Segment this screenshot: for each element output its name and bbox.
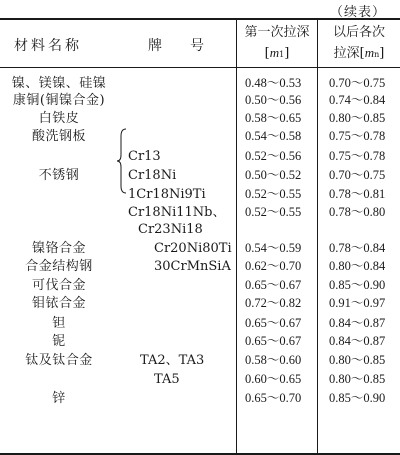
table-row [0,128,400,145]
cell-later-drawing: 0.70～0.75 [329,168,386,182]
cell-first-drawing: 0.65～0.67 [245,334,302,348]
table-row [0,258,400,275]
header-first-drawing-symbol: [m1] [264,45,290,61]
cell-later-drawing: 0.80～0.84 [329,259,386,273]
cell-grade: Cr20Ni80Ti [154,241,232,256]
cell-later-drawing: 0.80～0.85 [329,372,386,386]
cell-later-drawing: 0.91～0.97 [329,296,386,310]
cell-material: 康铜(铜镍合金) [12,93,106,108]
header-material-name: 材料名称 [14,38,82,54]
cell-first-drawing: 0.50～0.56 [245,93,302,107]
table-row [0,148,400,165]
cell-material: 镍铬合金 [31,241,86,256]
cell-later-drawing: 0.78～0.81 [329,187,386,201]
header-grade-char-2: 号 [190,38,207,54]
cell-first-drawing: 0.50～0.52 [245,168,302,182]
cell-later-drawing: 0.78～0.84 [329,241,386,255]
cell-later-drawing: 0.85～0.90 [329,391,386,405]
cell-grade: 1Cr18Ni9Ti [128,187,206,202]
drawing-ratio-table [0,18,400,455]
cell-first-drawing: 0.54～0.59 [245,241,302,255]
table-row [0,371,400,388]
cell-later-drawing: 0.80～0.85 [329,353,386,367]
header-later-drawing-symbol: 拉深[mn] [333,45,385,61]
cell-grade: TA2、TA3 [140,353,205,368]
cell-first-drawing: 0.52～0.55 [245,187,302,201]
table-row [0,75,400,92]
header-later-drawing-title: 以后各次 [332,25,385,40]
cell-first-drawing: 0.52～0.55 [245,205,302,219]
cell-material: 钛及钛合金 [25,353,93,368]
cell-material: 酸洗钢板 [31,129,86,144]
table-row [0,352,400,369]
cell-first-drawing: 0.62～0.70 [245,259,302,273]
cell-material: 镍、镁镍、硅镍 [11,76,107,91]
cell-later-drawing: 0.74～0.84 [329,93,386,107]
cell-grade: Cr23Ni18 [138,222,203,237]
grade-brace-icon [117,128,127,194]
cell-later-drawing: 0.84～0.87 [329,334,386,348]
table-row [0,390,400,407]
cell-first-drawing: 0.58～0.65 [245,111,302,125]
table-row [0,315,400,332]
cell-material: 不锈钢 [38,168,80,183]
cell-grade: TA5 [154,372,180,387]
cell-first-drawing: 0.65～0.67 [245,316,302,330]
table-row [0,221,400,238]
cell-grade: Cr13 [128,149,161,164]
cell-material: 锌 [52,391,66,406]
cell-material: 铌 [52,334,66,349]
cell-first-drawing: 0.60～0.65 [245,372,302,386]
cell-later-drawing: 0.84～0.87 [329,316,386,330]
table-row [0,186,400,203]
table-row [0,92,400,109]
header-first-drawing [237,23,317,65]
table-row [0,240,400,257]
table-row [0,167,400,184]
header-first-drawing-title: 第一次拉深 [244,25,310,40]
cell-grade: Cr18Ni11Nb、 [128,205,226,220]
cell-first-drawing: 0.52～0.56 [245,149,302,163]
cell-grade: 30CrMnSiA [154,259,231,274]
cell-first-drawing: 0.58～0.60 [245,353,302,367]
table-row [0,333,400,350]
cell-first-drawing: 0.48～0.53 [245,76,302,90]
table-row [0,204,400,221]
cell-material: 钼铱合金 [31,296,86,311]
cell-material: 可伐合金 [31,278,86,293]
cell-later-drawing: 0.78～0.80 [329,205,386,219]
table-row [0,277,400,294]
table-continued-caption: （续表） [329,5,386,20]
table-header [0,20,400,68]
cell-material: 钽 [52,316,66,331]
cell-material: 合金结构钢 [25,259,93,274]
table-row [0,110,400,127]
header-grade-char-1: 牌 [148,38,165,54]
cell-first-drawing: 0.65～0.70 [245,391,302,405]
cell-grade: Cr18Ni [128,168,177,183]
cell-later-drawing: 0.70～0.75 [329,76,386,90]
cell-later-drawing: 0.75～0.78 [329,129,386,143]
cell-first-drawing: 0.72～0.82 [245,296,302,310]
cell-later-drawing: 0.85～0.90 [329,278,386,292]
table-row [0,295,400,312]
cell-material: 白铁皮 [38,111,80,126]
cell-first-drawing: 0.54～0.58 [245,129,302,143]
header-later-drawing [318,23,400,65]
cell-later-drawing: 0.75～0.78 [329,149,386,163]
cell-first-drawing: 0.65～0.67 [245,278,302,292]
cell-later-drawing: 0.80～0.85 [329,111,386,125]
